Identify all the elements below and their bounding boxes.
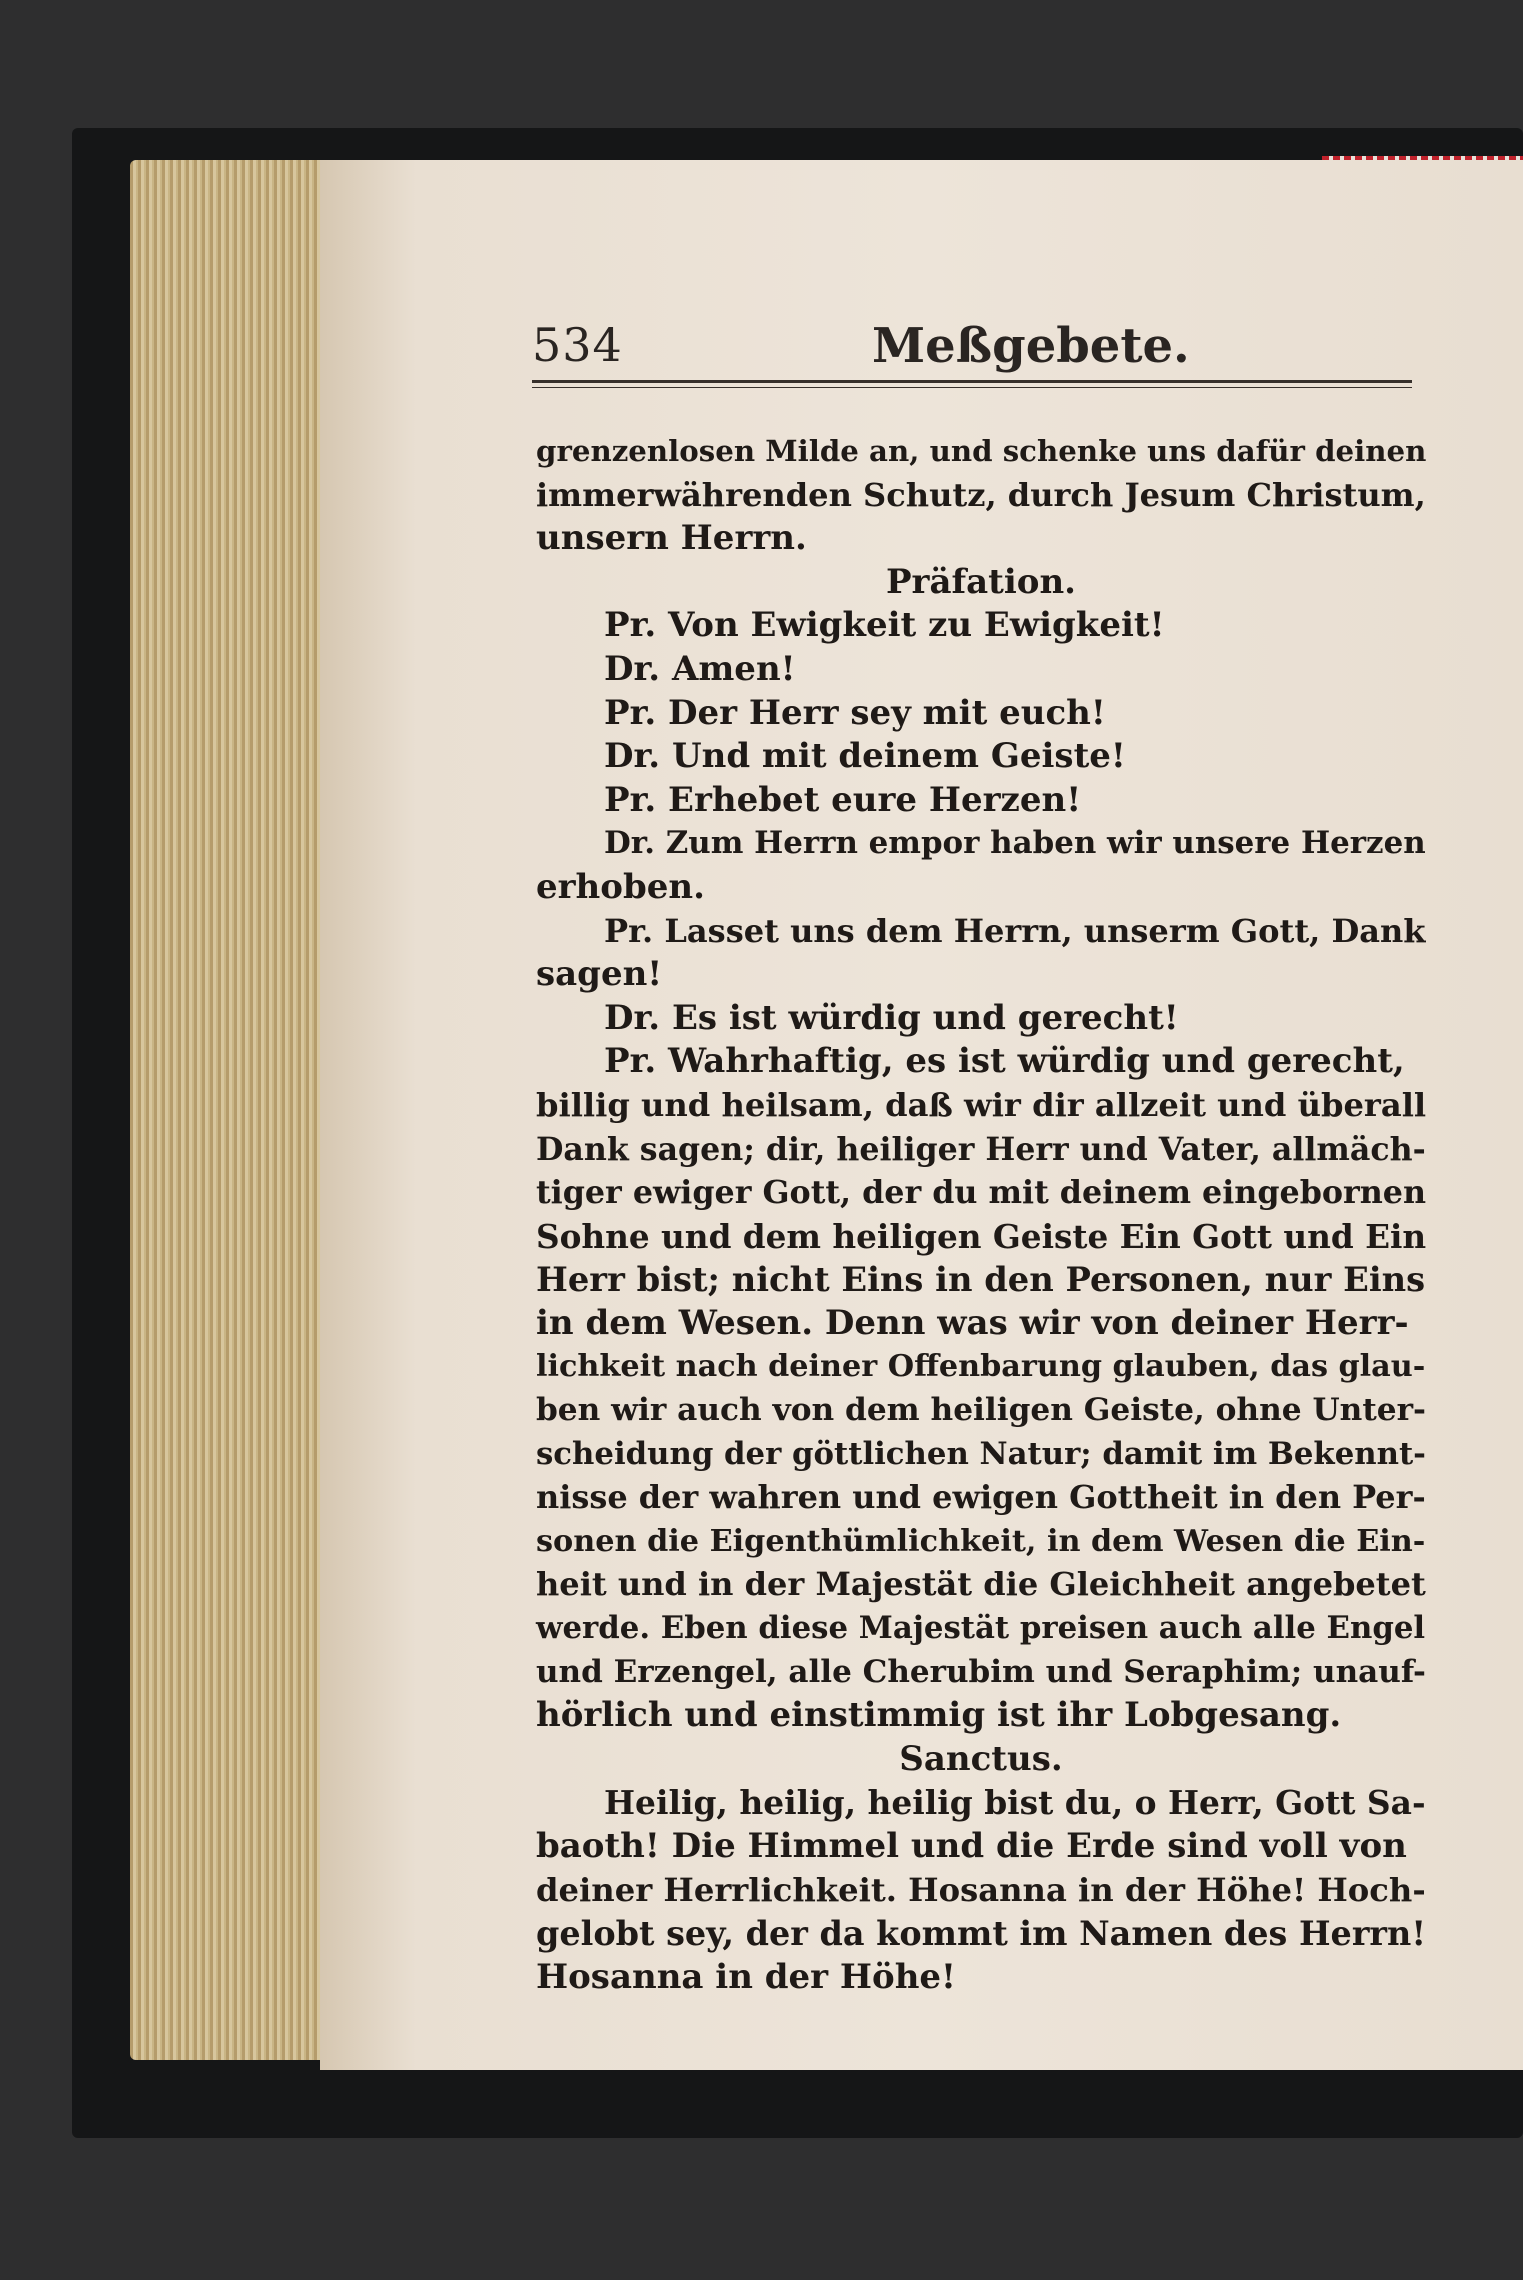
text-line: gelobt sey, der da kommt im Namen des Herrn! [536,1914,1427,1954]
text-line: Dr. Und mit deinem Geiste! [604,736,1126,777]
header-rule [532,380,1412,388]
text-line: Pr. Der Herr sey mit euch! [604,692,1106,733]
text-line: baoth! Die Himmel und die Erde sind voll von [536,1826,1407,1866]
text-line: unsern Herrn. [536,518,807,559]
running-title: Meßgebete. [872,318,1190,374]
section-heading-praefation: Präfation. [885,561,1077,602]
text-line: Heilig, heilig, heilig bist du, o Herr, Gott Sa- [604,1783,1426,1823]
page-number: 534 [532,318,623,372]
text-line: tiger ewiger Gott, der du mit deinem eingebornen [536,1174,1427,1212]
text-line: Sohne und dem heiligen Geiste Ein Gott und Ein [536,1216,1427,1256]
text-line: Herr bist; nicht Eins in den Personen, nur Eins [536,1259,1426,1300]
text-line: Dr. Es ist würdig und gerecht! [604,997,1179,1038]
text-line: Pr. Erhebet eure Herzen! [604,779,1082,820]
text-line: in dem Wesen. Denn was wir von deiner Herr- [536,1302,1409,1343]
text-line: Dr. Zum Herrn empor haben wir unsere Herzen [604,825,1426,862]
text-line: heit und in der Majestät die Gleichheit angebetet [536,1565,1426,1604]
text-line: und Erzengel, alle Cherubim und Seraphim; unauf- [536,1653,1426,1690]
text-line: Dr. Amen! [604,648,796,689]
text-line: ben wir auch von dem heiligen Geiste, ohne Unter- [536,1392,1426,1429]
text-line: nisse der wahren und ewigen Gottheit in den Per- [536,1478,1426,1517]
page-header [532,318,1412,388]
text-line: grenzenlosen Milde an, und schenke uns dafür deinen [536,434,1427,468]
text-line: Dank sagen; dir, heiliger Herr und Vater, allmäch- [536,1130,1426,1168]
text-line: billig und heilsam, daß wir dir allzeit und überall [536,1085,1427,1124]
body-text [536,430,1426,1999]
text-line: immerwährenden Schutz, durch Jesum Christum, [536,475,1426,514]
text-line: werde. Eben diese Majestät preisen auch alle Engel [536,1610,1426,1647]
section-heading-sanctus: Sanctus. [899,1738,1063,1779]
text-line: erhoben. [536,866,705,907]
text-line: lichkeit nach deiner Offenbarung glauben, das glau- [536,1349,1426,1385]
text-line: Pr. Von Ewigkeit zu Ewigkeit! [604,605,1165,646]
text-line: sonen die Eigenthümlichkeit, in dem Wesen die Ein- [536,1523,1426,1559]
text-line: scheidung der göttlichen Natur; damit im Bekennt- [536,1435,1426,1472]
text-line: sagen! [536,954,663,995]
text-line: Pr. Wahrhaftig, es ist würdig und gerecht, [604,1041,1405,1082]
text-line: Pr. Lasset uns dem Herrn, unserm Gott, Dank [604,911,1426,950]
text-line: deiner Herrlichkeit. Hosanna in der Höhe! Hoch- [536,1870,1426,1909]
text-line: Hosanna in der Höhe! [536,1956,956,1997]
text-line: hörlich und einstimmig ist ihr Lobgesang. [536,1695,1342,1736]
